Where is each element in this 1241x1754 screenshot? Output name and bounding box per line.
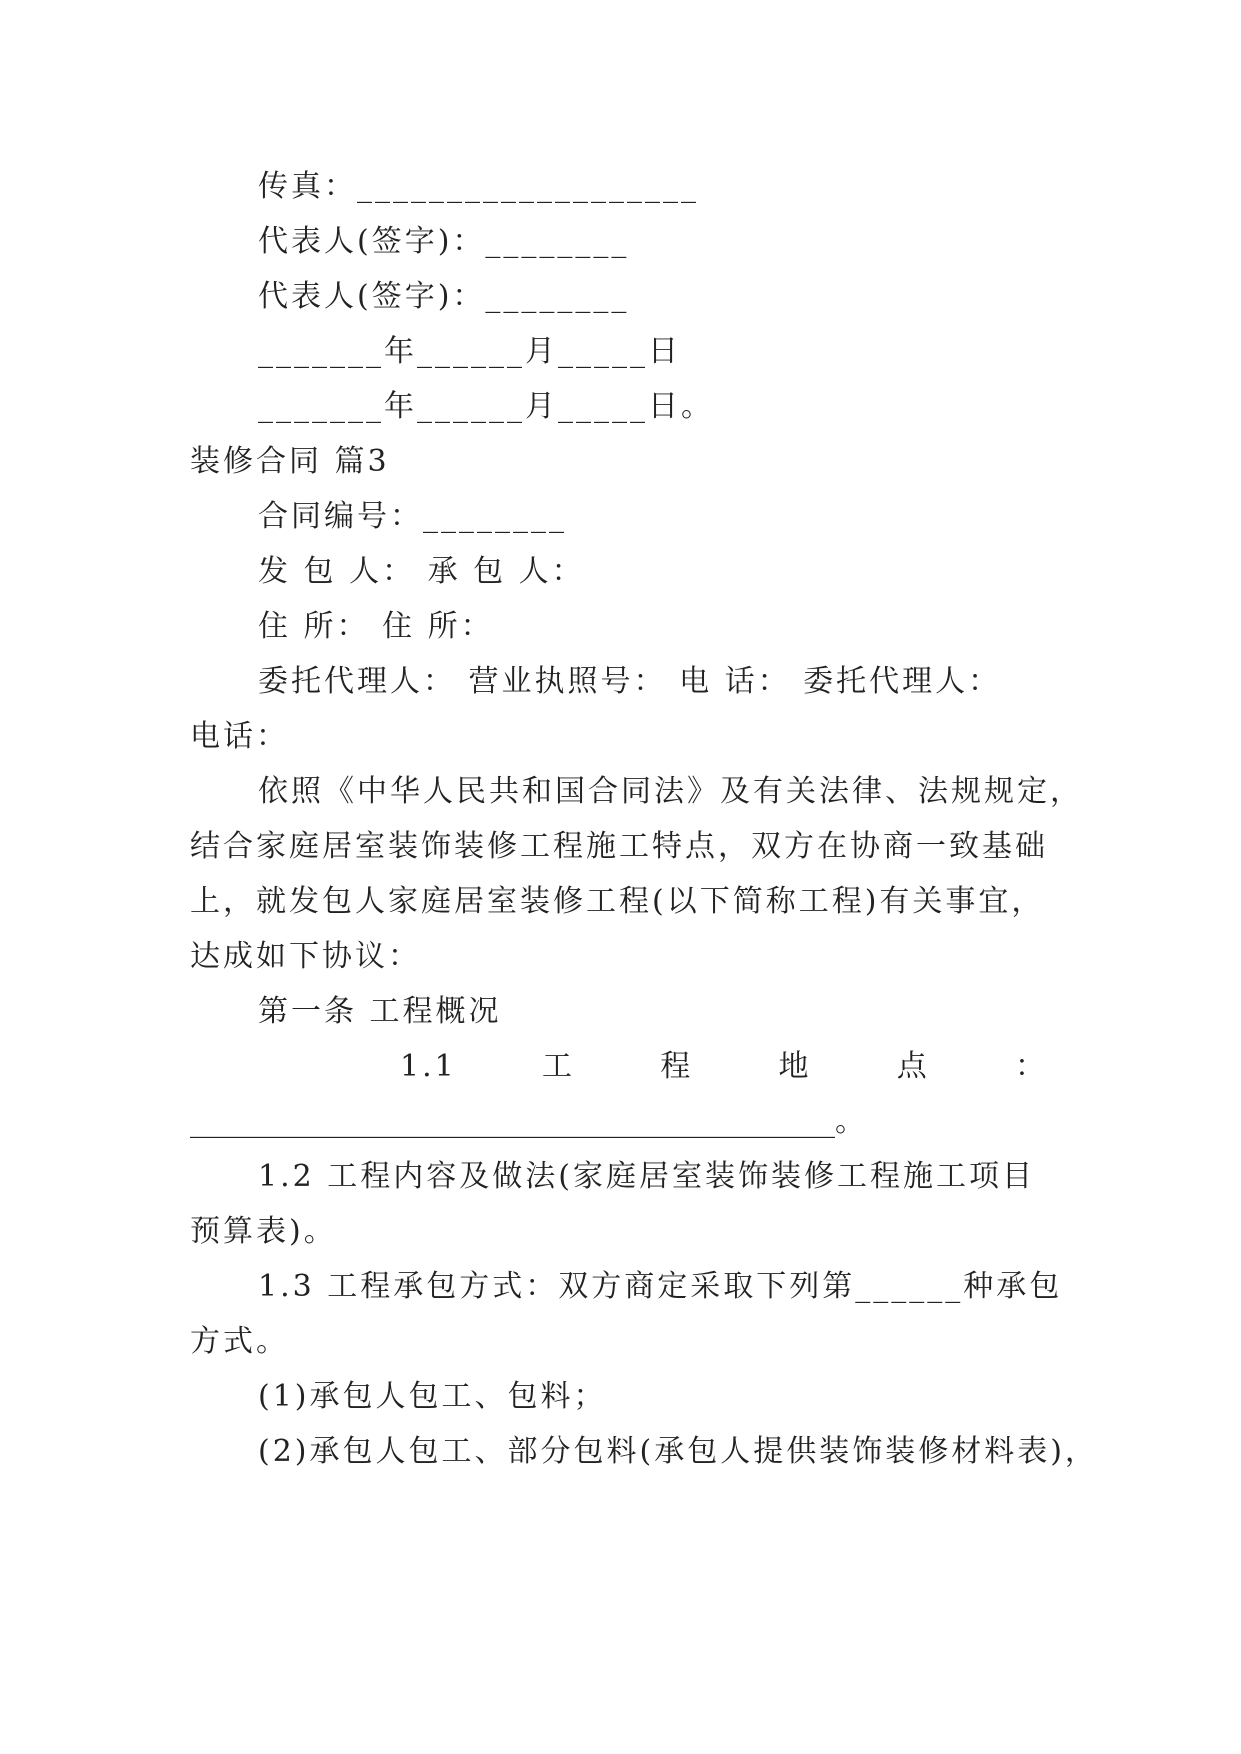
representative-signature-line: 代表人(签字)：________ <box>258 279 630 314</box>
site-line <box>400 1048 1048 1086</box>
contract-number-line: 合同编号：________ <box>258 499 567 534</box>
paragraph-line: 1.3 工程承包方式：双方商定采取下列第______种承包 <box>258 1269 1063 1304</box>
site-line-number: 1.1 <box>400 1049 457 1084</box>
paragraph-line: 方式。 <box>190 1324 289 1359</box>
agent-line <box>258 663 1048 701</box>
agent-line-text: 委托代理人： 营业执照号： 电 话： 委托代理人： <box>258 664 1002 699</box>
site-blank-line: ___________________________________________。 <box>190 1104 865 1139</box>
list-item: (1)承包人包工、包料； <box>258 1379 607 1414</box>
article-heading: 第一条 工程概况 <box>258 994 502 1029</box>
paragraph-line: 预算表)。 <box>190 1214 337 1249</box>
date-line: _______年______月_____日 <box>258 334 681 369</box>
phone-line: 电话： <box>190 719 289 754</box>
paragraph-line: 结合家庭居室装饰装修工程施工特点，双方在协商一致基础 <box>190 829 1048 864</box>
representative-signature-line: 代表人(签字)：________ <box>258 224 630 259</box>
paragraph-line: 达成如下协议： <box>190 939 421 974</box>
section-heading: 装修合同 篇3 <box>190 444 390 479</box>
site-line-colon: ： <box>1014 1049 1048 1084</box>
list-item: (2)承包人包工、部分包料(承包人提供装饰装修材料表)， <box>258 1434 1098 1469</box>
parties-line: 发 包 人： 承 包 人： <box>258 554 585 589</box>
site-line-char: 点 <box>896 1049 930 1084</box>
site-line-char: 程 <box>660 1049 694 1084</box>
fax-line: 传真：___________________ <box>258 169 699 204</box>
paragraph-line: 依照《中华人民共和国合同法》及有关法律、法规规定， <box>258 774 1083 809</box>
address-line: 住 所： 住 所： <box>258 609 494 644</box>
site-line-char: 工 <box>541 1049 575 1084</box>
paragraph-line: 1.2 工程内容及做法(家庭居室装饰装修工程施工项目 <box>258 1159 1035 1194</box>
paragraph-line: 上，就发包人家庭居室装修工程(以下简称工程)有关事宜， <box>190 884 1045 919</box>
date-line: _______年______月_____日。 <box>258 389 714 424</box>
site-line-char: 地 <box>778 1049 812 1084</box>
